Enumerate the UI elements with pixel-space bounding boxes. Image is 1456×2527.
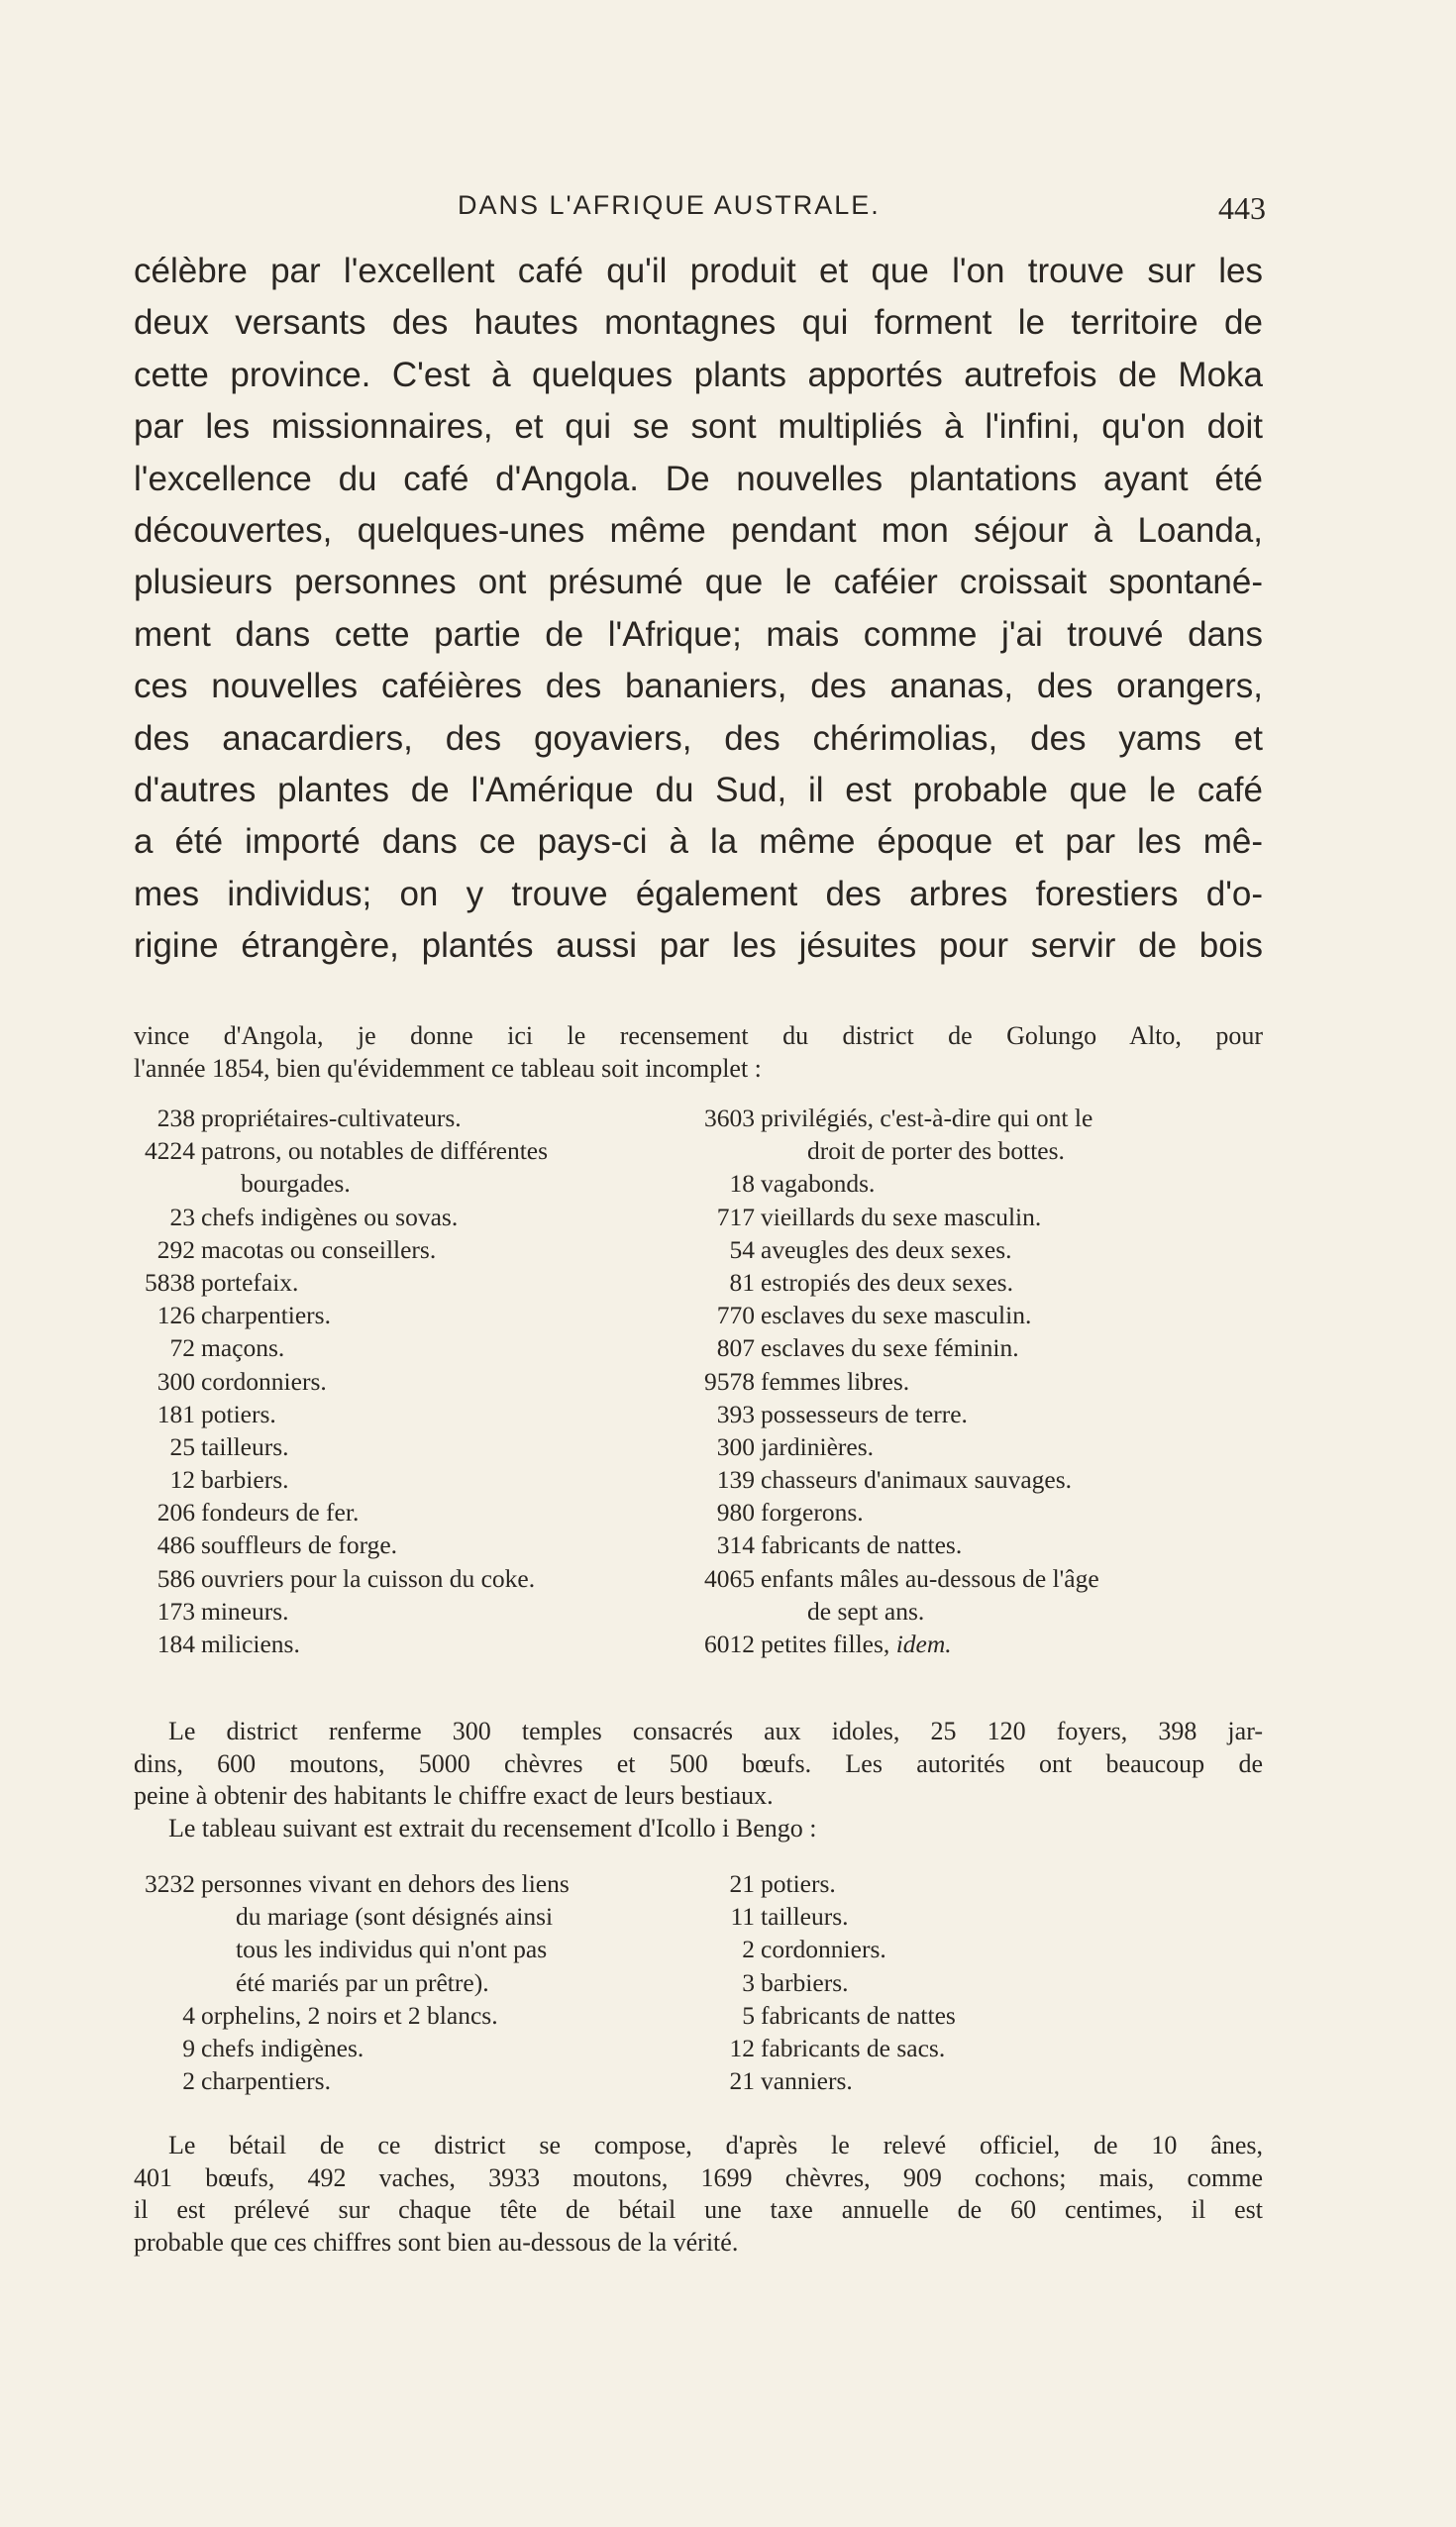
census-row (134, 1430, 688, 1463)
census-row (134, 1398, 688, 1430)
text-line: Le district renferme 300 temples consacrés aux idoles, 25 120 foyers, 398 jar- (168, 1717, 1263, 1745)
census-count: 11 (730, 1902, 755, 1932)
census-label: fondeurs de fer. (201, 1498, 360, 1527)
text-line: l'année 1854, bien qu'évidemment ce tableau soit incomplet : (134, 1053, 762, 1083)
census-golungo-left-column (134, 1102, 688, 1660)
census-row (693, 1900, 1268, 1933)
census-label: potiers. (761, 1869, 836, 1898)
census-label: barbiers. (201, 1465, 289, 1495)
census-count: 21 (729, 1869, 755, 1898)
footnote-middle (134, 1716, 1263, 1844)
census-row (693, 1867, 1268, 1900)
census-row (134, 1496, 688, 1528)
census-row (134, 1233, 688, 1266)
census-row (693, 1966, 1268, 1999)
census-row (693, 1102, 1268, 1134)
census-label: enfants mâles au-dessous de l'âge (761, 1563, 1099, 1593)
census-count: 173 (156, 1596, 195, 1626)
census-label: chefs indigènes. (201, 2033, 364, 2062)
census-label: fabricants de nattes. (761, 1530, 963, 1560)
census-count: 72 (169, 1333, 195, 1363)
census-row-continuation (693, 1595, 1268, 1628)
census-row-continuation (134, 1167, 688, 1200)
text-line: Le tableau suivant est extrait du recensement d'Icollo i Bengo : (168, 1813, 817, 1843)
census-row (134, 1266, 688, 1299)
census-label: fabricants de sacs. (761, 2033, 946, 2062)
census-label: maçons. (201, 1333, 285, 1363)
census-count: 12 (169, 1465, 195, 1495)
census-row-continuation (134, 1966, 688, 1999)
census-label: forgerons. (761, 1498, 864, 1527)
census-count: 300 (156, 1366, 195, 1396)
text-line: plusieurs personnes ont présumé que le caféier croissait spontané- (134, 563, 1263, 602)
census-row (693, 1299, 1268, 1331)
census-count: 717 (716, 1202, 755, 1231)
census-row (693, 1398, 1268, 1430)
census-count: 81 (729, 1267, 755, 1297)
census-count: 5 (742, 2000, 755, 2030)
census-row (693, 1167, 1268, 1200)
census-icollo-right-column (693, 1867, 1268, 2097)
text-line: ment dans cette partie de l'Afrique; mais comme j'ai trouvé dans (134, 614, 1263, 654)
text-line: peine à obtenir des habitants le chiffre exact de leurs bestiaux. (134, 1781, 774, 1811)
census-label: tailleurs. (761, 1902, 849, 1932)
census-row (134, 1562, 688, 1595)
census-row (693, 1233, 1268, 1266)
census-row-continuation (134, 1933, 688, 1965)
census-label: barbiers. (761, 1967, 849, 1997)
text-line: célèbre par l'excellent café qu'il produit et que l'on trouve sur les (134, 252, 1263, 290)
census-count: 3 (742, 1967, 755, 1997)
census-label: mineurs. (201, 1596, 289, 1626)
footnote-end (134, 2130, 1263, 2259)
text-line: mes individus; on y trouve également des arbres forestiers d'o- (134, 874, 1263, 913)
census-label: fabricants de nattes (761, 2000, 956, 2030)
census-label: possesseurs de terre. (761, 1399, 968, 1428)
census-count: 181 (156, 1399, 195, 1428)
text-line: ces nouvelles caféières des bananiers, des ananas, des orangers, (134, 667, 1263, 706)
census-count: 12 (729, 2033, 755, 2062)
census-icollo-left-column (134, 1867, 688, 2097)
census-label: esclaves du sexe masculin. (761, 1301, 1032, 1330)
census-row-continuation (693, 1134, 1268, 1167)
census-label: vagabonds. (761, 1169, 876, 1199)
census-count: 23 (169, 1202, 195, 1231)
census-row (134, 1595, 688, 1628)
census-row (693, 1562, 1268, 1595)
census-label: portefaix. (201, 1267, 299, 1297)
census-count: 586 (156, 1563, 195, 1593)
census-count: 4 (182, 2000, 195, 2030)
census-golungo-right-column (693, 1102, 1268, 1660)
census-count: 292 (156, 1234, 195, 1264)
census-label: cordonniers. (761, 1935, 886, 1964)
text-line: par les missionnaires, et qui se sont multipliés à l'infini, qu'on doit (134, 407, 1263, 447)
census-label: jardinières. (761, 1431, 874, 1461)
census-row (134, 1102, 688, 1134)
census-label: miliciens. (201, 1630, 300, 1658)
census-count: 6012 (704, 1630, 755, 1658)
text-line: 401 bœufs, 492 vaches, 3933 moutons, 1699 chèvres, 909 cochons; mais, comme (134, 2162, 1263, 2192)
census-count: 9 (182, 2033, 195, 2062)
census-row (134, 1867, 688, 1900)
census-row (693, 1528, 1268, 1561)
census-count: 393 (716, 1399, 755, 1428)
census-row (693, 1201, 1268, 1233)
text-line: il est prélevé sur chaque tête de bétail une taxe annuelle de 60 centimes, il est (134, 2195, 1263, 2225)
census-label: tailleurs. (201, 1431, 289, 1461)
census-label-continuation: tous les individus qui n'ont pas (236, 1935, 548, 1964)
census-row (693, 1365, 1268, 1398)
census-label: privilégiés, c'est-à-dire qui ont le (761, 1104, 1093, 1132)
census-count: 54 (729, 1234, 755, 1264)
census-row (693, 2064, 1268, 2097)
text-line: découvertes, quelques-unes même pendant mon séjour à Loanda, (134, 511, 1263, 551)
census-label: esclaves du sexe féminin. (761, 1333, 1019, 1363)
census-label: patrons, ou notables de différentes (201, 1136, 549, 1166)
census-count: 980 (716, 1498, 755, 1527)
census-label: ouvriers pour la cuisson du coke. (201, 1563, 536, 1593)
census-row (134, 1463, 688, 1496)
main-paragraph (134, 246, 1263, 973)
census-label: souffleurs de forge. (201, 1530, 398, 1560)
census-label: macotas ou conseillers. (201, 1234, 437, 1264)
census-row (134, 2032, 688, 2064)
census-count: 5838 (145, 1267, 195, 1297)
census-label: personnes vivant en dehors des liens (201, 1869, 570, 1898)
census-count: 770 (716, 1301, 755, 1330)
census-row (134, 1999, 688, 2032)
census-label: vanniers. (761, 2066, 853, 2096)
census-count: 300 (716, 1431, 755, 1461)
census-count: 486 (156, 1530, 195, 1560)
census-count: 4065 (704, 1563, 755, 1593)
census-row (134, 1528, 688, 1561)
census-label: cordonniers. (201, 1366, 327, 1396)
census-label: potiers. (201, 1399, 276, 1428)
text-line: dins, 600 moutons, 5000 chèvres et 500 bœufs. Les autorités ont beaucoup de (134, 1748, 1263, 1778)
census-row (134, 1628, 688, 1660)
running-title: DANS L'AFRIQUE AUSTRALE. (458, 190, 881, 220)
census-label: estropiés des deux sexes. (761, 1267, 1013, 1297)
census-label: charpentiers. (201, 2066, 331, 2096)
census-count: 9578 (704, 1366, 755, 1396)
census-count: 314 (716, 1530, 755, 1560)
census-row (134, 1331, 688, 1364)
text-line: probable que ces chiffres sont bien au-dessous de la vérité. (134, 2227, 739, 2257)
census-row (693, 1496, 1268, 1528)
census-row (693, 1628, 1268, 1660)
census-count: 4224 (145, 1136, 195, 1166)
census-count: 184 (156, 1630, 195, 1658)
footnote-intro (134, 1020, 1263, 1085)
census-label: chefs indigènes ou sovas. (201, 1202, 459, 1231)
census-label-continuation: de sept ans. (807, 1596, 925, 1626)
census-count: 807 (716, 1333, 755, 1363)
census-label: propriétaires-cultivateurs. (201, 1104, 462, 1132)
census-label-continuation: droit de porter des bottes. (807, 1136, 1065, 1166)
census-row (693, 1430, 1268, 1463)
census-count: 18 (729, 1169, 755, 1199)
census-count: 139 (716, 1465, 755, 1495)
census-row (134, 1299, 688, 1331)
page-number: 443 (1218, 190, 1266, 226)
census-count: 206 (156, 1498, 195, 1527)
census-row (134, 2064, 688, 2097)
census-row (693, 1331, 1268, 1364)
census-count: 2 (742, 1935, 755, 1964)
census-row (134, 1365, 688, 1398)
census-label: petites filles, idem. (761, 1630, 952, 1658)
census-count: 3232 (145, 1869, 195, 1898)
census-count: 3603 (704, 1104, 755, 1132)
text-line: rigine étrangère, plantés aussi par les jésuites pour servir de bois (134, 926, 1263, 966)
census-label: femmes libres. (761, 1366, 910, 1396)
census-label-continuation: bourgades. (241, 1169, 351, 1199)
census-label: orphelins, 2 noirs et 2 blancs. (201, 2000, 498, 2030)
text-line: cette province. C'est à quelques plants apportés autrefois de Moka (134, 355, 1263, 394)
census-label: vieillards du sexe masculin. (761, 1202, 1042, 1231)
census-label-italic: idem. (895, 1630, 952, 1658)
census-row-continuation (134, 1900, 688, 1933)
text-line: des anacardiers, des goyaviers, des chérimolias, des yams et (134, 718, 1263, 758)
census-row (693, 2032, 1268, 2064)
census-label: charpentiers. (201, 1301, 331, 1330)
text-line: d'autres plantes de l'Amérique du Sud, il est probable que le café (134, 771, 1263, 810)
text-line: Le bétail de ce district se compose, d'après le relevé officiel, de 10 ânes, (168, 2131, 1263, 2159)
text-line: a été importé dans ce pays-ci à la même époque et par les mê- (134, 822, 1263, 862)
census-count: 2 (182, 2066, 195, 2096)
census-count: 25 (169, 1431, 195, 1461)
text-line: vince d'Angola, je donne ici le recensement du district de Golungo Alto, pour (134, 1021, 1263, 1050)
census-count: 21 (729, 2066, 755, 2096)
text-line: l'excellence du café d'Angola. De nouvelles plantations ayant été (134, 459, 1263, 498)
census-count: 126 (156, 1301, 195, 1330)
census-row (693, 1999, 1268, 2032)
census-label-continuation: du mariage (sont désignés ainsi (236, 1902, 554, 1932)
census-row (693, 1463, 1268, 1496)
census-row (134, 1201, 688, 1233)
census-count: 238 (156, 1104, 195, 1132)
text-line: deux versants des hautes montagnes qui forment le territoire de (134, 303, 1263, 343)
census-label-continuation: été mariés par un prêtre). (236, 1967, 489, 1997)
census-row (693, 1266, 1268, 1299)
census-label: aveugles des deux sexes. (761, 1234, 1012, 1264)
census-row (134, 1134, 688, 1167)
census-row (693, 1933, 1268, 1965)
census-label: chasseurs d'animaux sauvages. (761, 1465, 1073, 1495)
running-header (131, 190, 1266, 230)
